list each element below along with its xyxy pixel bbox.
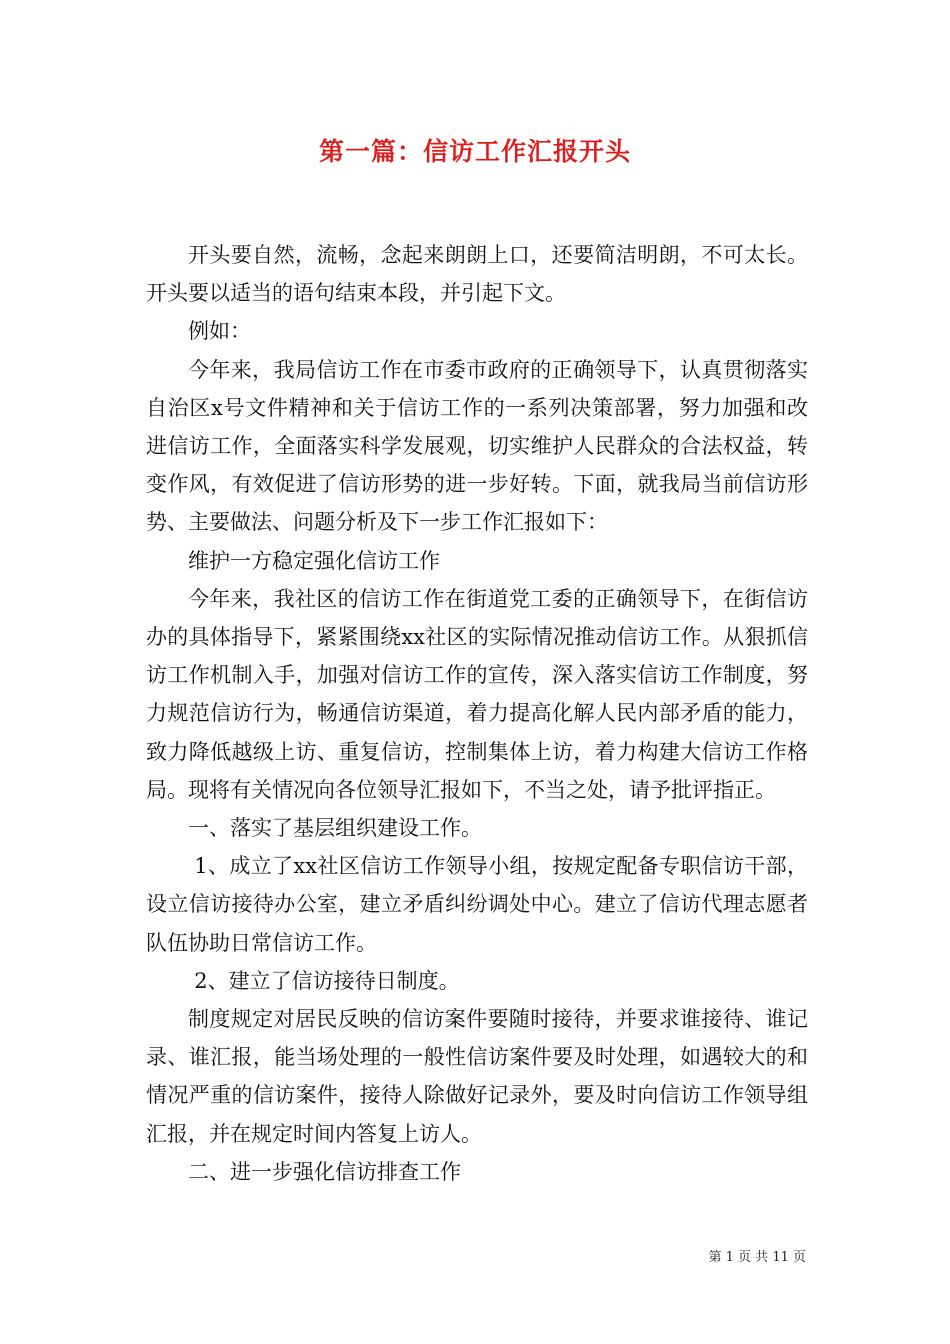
paragraph: 1、成立了xx社区信访工作领导小组，按规定配备专职信访干部，设立信访接待办公室，建立矛盾纠纷调处中心。建立了信访代理志愿者队伍协助日常信访工作。 [146, 854, 808, 955]
page-number: 第 1 页 共 11 页 [708, 1250, 806, 1265]
paragraph: 例如： [188, 319, 251, 344]
section-heading: 二、进一步强化信访排查工作 [188, 1159, 461, 1184]
paragraph: 2、建立了信访接待日制度。 [194, 968, 460, 993]
section-heading: 一、落实了基层组织建设工作。 [188, 816, 482, 841]
paragraph: 维护一方稳定强化信访工作 [188, 548, 440, 573]
paragraph: 今年来，我局信访工作在市委市政府的正确领导下，认真贯彻落实自治区x号文件精神和关于信访工作的一系列决策部署，努力加强和改进信访工作，全面落实科学发展观，切实维护人民群众的合法权益，转变作风，有效促进了信访形势的进一步好转。下面，就我局当前信访形势、主要做法、问题分析及下一步工作汇报如下： [146, 357, 808, 535]
paragraph: 今年来，我社区的信访工作在街道党工委的正确领导下，在街信访办的具体指导下，紧紧围绕xx社区的实际情况推动信访工作。从狠抓信访工作机制入手，加强对信访工作的宣传，深入落实信访工作制度，努力规范信访行为，畅通信访渠道，着力提高化解人民内部矛盾的能力，致力降低越级上访、重复信访，控制集体上访，着力构建大信访工作格局。现将有关情况向各位领导汇报如下，不当之处，请予批评指正。 [146, 586, 808, 802]
paragraph: 制度规定对居民反映的信访案件要随时接待，并要求谁接待、谁记录、谁汇报，能当场处理的一般性信访案件要及时处理，如遇较大的和情况严重的信访案件，接待人除做好记录外，要及时向信访工作领导组汇报，并在规定时间内答复上访人。 [146, 1007, 808, 1146]
document-title: 第一篇：信访工作汇报开头 [318, 137, 631, 166]
document-body [146, 236, 808, 1191]
paragraph: 开头要自然，流畅，念起来朗朗上口，还要简洁明朗，不可太长。开头要以适当的语句结束本段，并引起下文。 [146, 243, 808, 306]
